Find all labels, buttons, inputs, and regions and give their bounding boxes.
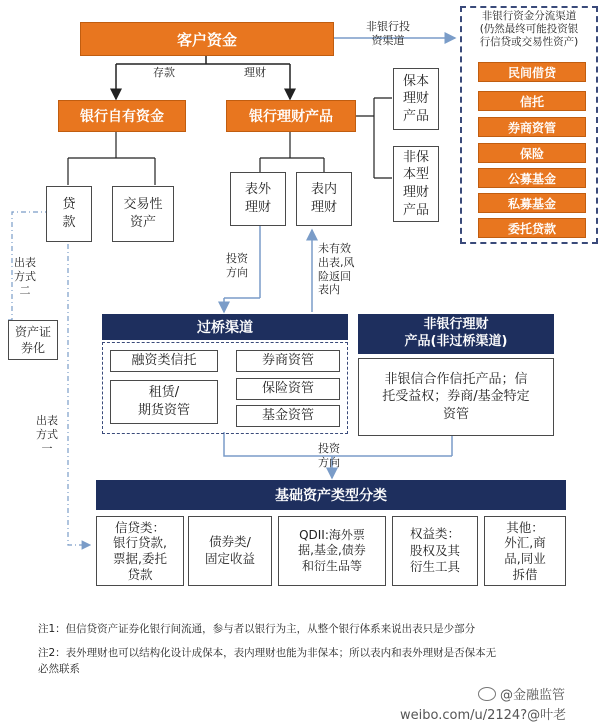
nonbank-item: 私募基金 bbox=[478, 193, 586, 213]
guaranteed-products-box: 保本 理财 产品 bbox=[393, 68, 439, 130]
wealth-mgmt-label: 理财 bbox=[244, 66, 266, 79]
watermark-url: weibo.com/u/2124?@叶老 bbox=[400, 708, 567, 723]
asset-type-item: 信贷类： 银行贷款, 票据,委托 贷款 bbox=[96, 516, 184, 586]
asset-type-item: QDII:海外票 据,基金,债券 和衍生品等 bbox=[278, 516, 386, 586]
nonbank-channel-label: 非银行投 资渠道 bbox=[366, 20, 410, 47]
nonbridge-title: 非银行理财 产品(非过桥渠道) bbox=[358, 314, 554, 354]
nonbank-item: 委托贷款 bbox=[478, 218, 586, 238]
non-guaranteed-products-box: 非保 本型 理财 产品 bbox=[393, 146, 439, 222]
bank-own-funds-box: 银行自有资金 bbox=[58, 100, 186, 132]
nonbank-item: 公募基金 bbox=[478, 168, 586, 188]
asset-type-item: 权益类： 股权及其 衍生工具 bbox=[392, 516, 478, 586]
bridge-item: 券商资管 bbox=[236, 350, 340, 372]
asset-types-title: 基础资产类型分类 bbox=[96, 480, 566, 510]
note-1: 注1：但信贷资产证券化银行间流通，参与者以银行为主，从整个银行体系来说出表只是少部分 bbox=[38, 623, 476, 635]
watermark-account bbox=[478, 684, 565, 703]
watermark-account-text: @金融监管 bbox=[500, 688, 566, 703]
invest-direction-label-2: 投资 方向 bbox=[318, 442, 340, 469]
nonbank-item: 民间借贷 bbox=[478, 62, 586, 82]
invest-direction-label-1: 投资 方向 bbox=[226, 252, 248, 279]
deposit-label: 存款 bbox=[153, 66, 175, 79]
securitization-box: 资产证 券化 bbox=[8, 320, 58, 360]
loans-box: 贷 款 bbox=[46, 186, 92, 242]
bridge-item: 租赁/ 期货资管 bbox=[110, 380, 218, 424]
off-balance-box: 表外 理财 bbox=[230, 172, 286, 226]
nonbank-item: 信托 bbox=[478, 91, 586, 111]
bridge-item: 保险资管 bbox=[236, 378, 340, 400]
bridge-channel-title: 过桥渠道 bbox=[102, 314, 348, 340]
nonbank-panel-title: 非银行资金分流渠道 (仍然最终可能投资银 行信贷或交易性资产) bbox=[479, 10, 579, 49]
risk-return-label: 未有效 出表,风 险返回 表内 bbox=[318, 242, 355, 297]
note-2: 注2：表外理财也可以结构化设计成保本，表内理财也能为非保本；所以表内和表外理财是否保本无 必然联系 bbox=[38, 647, 497, 675]
disclosure-method-2-label: 出表 方式 二 bbox=[14, 256, 36, 297]
bridge-item: 基金资管 bbox=[236, 405, 340, 427]
asset-type-item: 债券类/ 固定收益 bbox=[188, 516, 272, 586]
asset-type-item: 其他： 外汇,商 品,同业 拆借 bbox=[484, 516, 566, 586]
nonbank-item: 保险 bbox=[478, 143, 586, 163]
bank-wm-products-box: 银行理财产品 bbox=[226, 100, 356, 132]
nonbridge-desc-box: 非银信合作信托产品；信 托受益权；券商/基金特定 资管 bbox=[358, 358, 554, 436]
nonbank-item: 券商资管 bbox=[478, 117, 586, 137]
on-balance-box: 表内 理财 bbox=[296, 172, 352, 226]
bridge-item: 融资类信托 bbox=[110, 350, 218, 372]
disclosure-method-1-label: 出表 方式 一 bbox=[36, 414, 58, 455]
weibo-icon bbox=[478, 687, 496, 701]
customer-funds-box: 客户资金 bbox=[80, 22, 334, 56]
trading-assets-box: 交易性 资产 bbox=[112, 186, 174, 242]
